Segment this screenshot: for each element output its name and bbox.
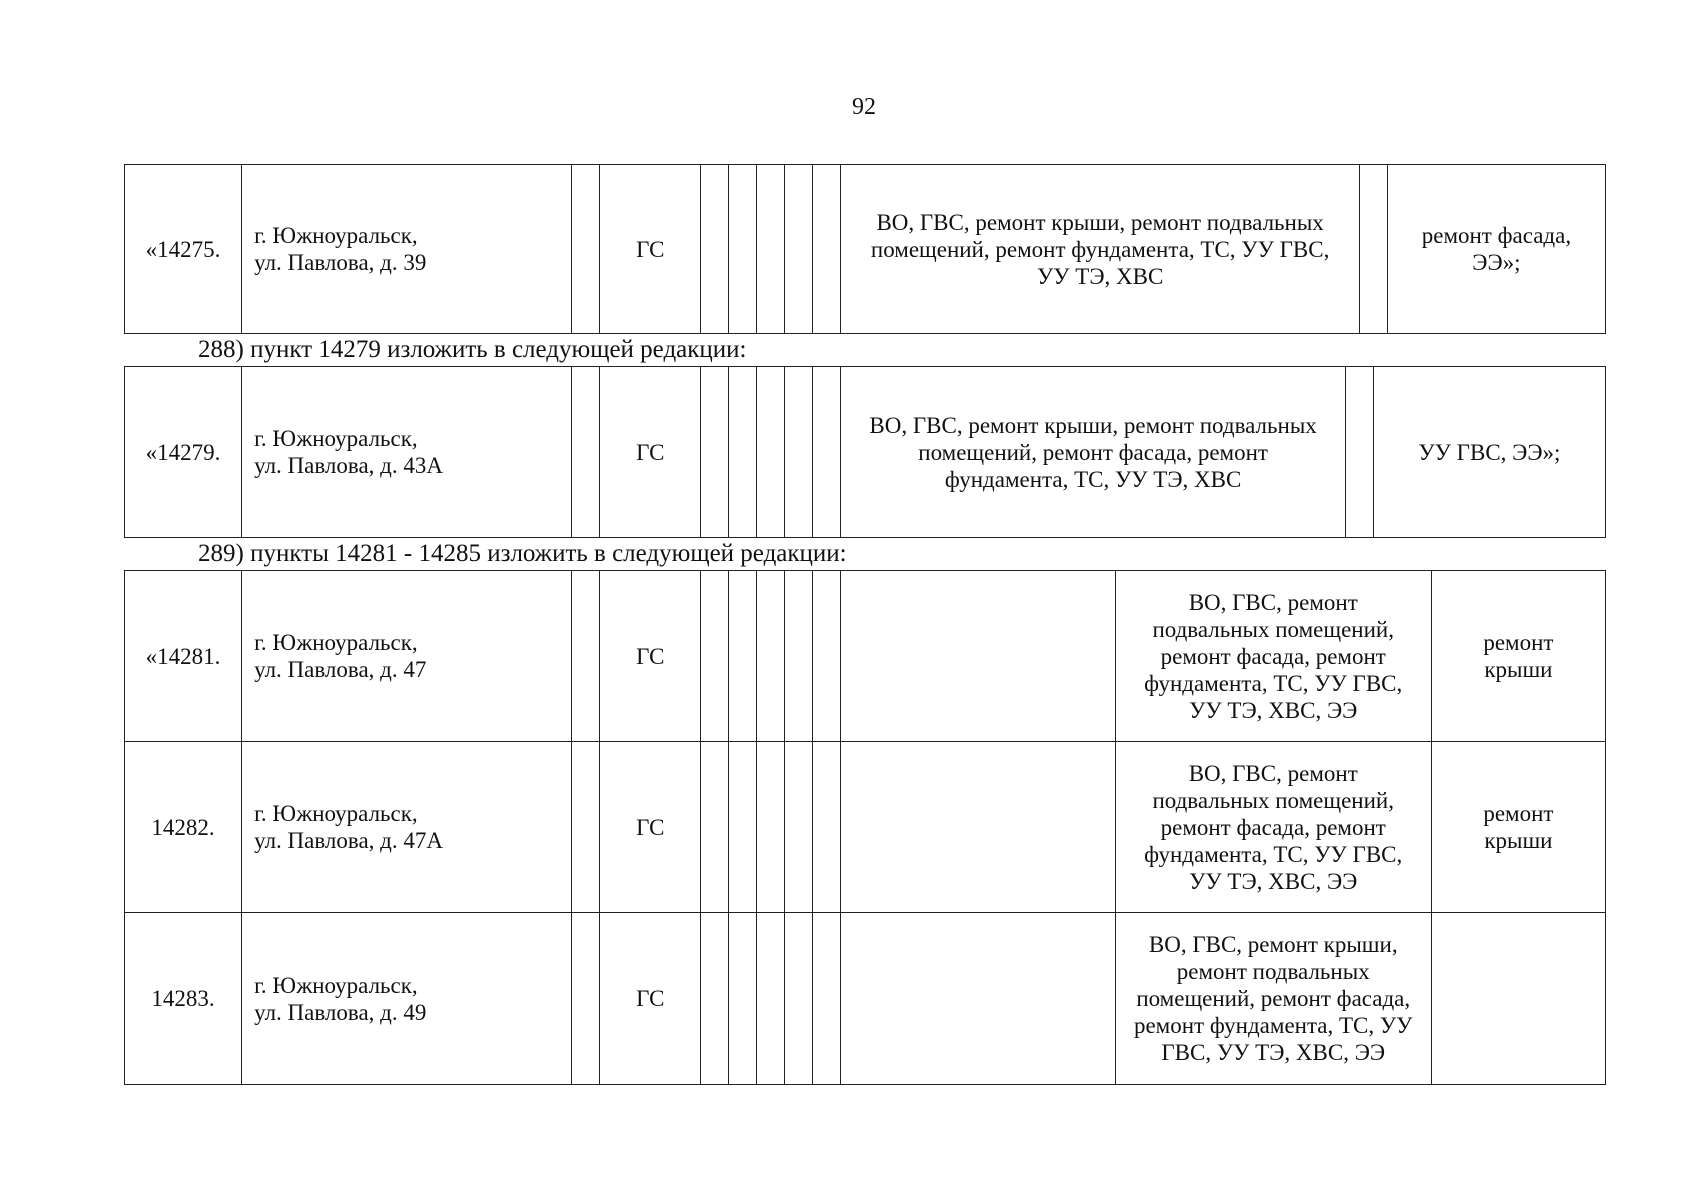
works-cell: ВО, ГВС, ремонт подвальных помещений, ремонт фасада, ремонт фундамента, ТС, УУ ГВС, УУ ТЭ, ХВС, ЭЭ: [1115, 571, 1431, 742]
item-number: 14282.: [125, 742, 242, 913]
empty-cell: [785, 571, 813, 742]
empty-cell: [572, 913, 600, 1085]
last-cell: ремонт крыши: [1431, 742, 1605, 913]
empty-cell: [813, 367, 841, 538]
empty-cell: [841, 571, 1115, 742]
address-city: г. Южноуральск,: [254, 223, 418, 248]
last-cell: УУ ГВС, ЭЭ»;: [1373, 367, 1605, 538]
empty-cell: [841, 913, 1115, 1085]
empty-cell: [572, 571, 600, 742]
empty-cell: [701, 571, 729, 742]
type-cell: ГС: [600, 571, 701, 742]
type-cell: ГС: [600, 913, 701, 1085]
address-street: ул. Павлова, д. 47: [254, 657, 427, 682]
empty-cell: [785, 367, 813, 538]
page-number: 92: [852, 94, 876, 120]
empty-cell: [701, 742, 729, 913]
empty-cell: [757, 913, 785, 1085]
last-cell: [1431, 913, 1605, 1085]
works-cell: ВО, ГВС, ремонт крыши, ремонт подвальных помещений, ремонт фасада, ремонт фундамента, ТС, УУ ТЭ, ХВС: [841, 367, 1345, 538]
empty-cell: [757, 742, 785, 913]
empty-cell: [813, 571, 841, 742]
empty-cell: [785, 913, 813, 1085]
instruction-288: 288) пункт 14279 изложить в следующей редакции:: [198, 336, 747, 363]
empty-cell: [701, 913, 729, 1085]
empty-cell: [572, 165, 600, 334]
empty-cell: [785, 165, 813, 334]
table-row: [125, 367, 1606, 538]
empty-cell: [785, 742, 813, 913]
empty-cell: [757, 367, 785, 538]
empty-cell: [757, 571, 785, 742]
empty-cell: [841, 742, 1115, 913]
empty-cell: [701, 165, 729, 334]
address-cell: [242, 742, 572, 913]
empty-cell: [729, 367, 757, 538]
empty-cell: [1345, 367, 1373, 538]
item-number: «14275.: [125, 165, 242, 334]
empty-cell: [729, 571, 757, 742]
address-street: ул. Павлова, д. 47А: [254, 828, 443, 853]
address-city: г. Южноуральск,: [254, 972, 418, 998]
empty-cell: [813, 742, 841, 913]
table-item-14279: [124, 366, 1606, 538]
empty-cell: [1359, 165, 1387, 334]
type-cell: ГС: [600, 165, 701, 334]
last-cell: ремонт крыши: [1431, 571, 1605, 742]
table-row: [125, 742, 1606, 913]
empty-cell: [729, 742, 757, 913]
address-street: ул. Павлова, д. 43А: [254, 453, 443, 478]
item-number: «14279.: [125, 367, 242, 538]
last-cell: ремонт фасада, ЭЭ»;: [1387, 165, 1605, 334]
item-number: «14281.: [125, 571, 242, 742]
address-city: г. Южноуральск,: [254, 630, 418, 655]
empty-cell: [813, 913, 841, 1085]
empty-cell: [729, 165, 757, 334]
item-number: 14283.: [125, 913, 242, 1085]
type-cell: ГС: [600, 367, 701, 538]
address-cell: [242, 571, 572, 742]
address-city: г. Южноуральск,: [254, 426, 418, 451]
table-item-14275: [124, 164, 1606, 334]
empty-cell: [572, 367, 600, 538]
table-row: [125, 913, 1606, 1085]
type-cell: ГС: [600, 742, 701, 913]
works-cell: ВО, ГВС, ремонт крыши, ремонт подвальных помещений, ремонт фасада, ремонт фундамента, ТС, УУ ГВС, УУ ТЭ, ХВС, ЭЭ: [1115, 913, 1431, 1085]
empty-cell: [729, 913, 757, 1085]
address-cell: [242, 367, 572, 538]
table-row: [125, 165, 1606, 334]
empty-cell: [701, 367, 729, 538]
instruction-289: 289) пункты 14281 - 14285 изложить в следующей редакции:: [198, 540, 847, 567]
address-cell: [242, 165, 572, 334]
works-cell: ВО, ГВС, ремонт крыши, ремонт подвальных помещений, ремонт фундамента, ТС, УУ ГВС, УУ ТЭ, ХВС: [841, 165, 1359, 334]
empty-cell: [572, 742, 600, 913]
empty-cell: [757, 165, 785, 334]
address-street: ул. Павлова, д. 39: [254, 250, 427, 275]
empty-cell: [813, 165, 841, 334]
table-items-14281-14283: [124, 570, 1606, 1085]
works-cell: ВО, ГВС, ремонт подвальных помещений, ремонт фасада, ремонт фундамента, ТС, УУ ГВС, УУ ТЭ, ХВС, ЭЭ: [1115, 742, 1431, 913]
address-city: г. Южноуральск,: [254, 801, 418, 826]
address-cell: [242, 913, 572, 1085]
address-street: ул. Павлова, д. 49: [254, 999, 427, 1025]
table-row: [125, 571, 1606, 742]
